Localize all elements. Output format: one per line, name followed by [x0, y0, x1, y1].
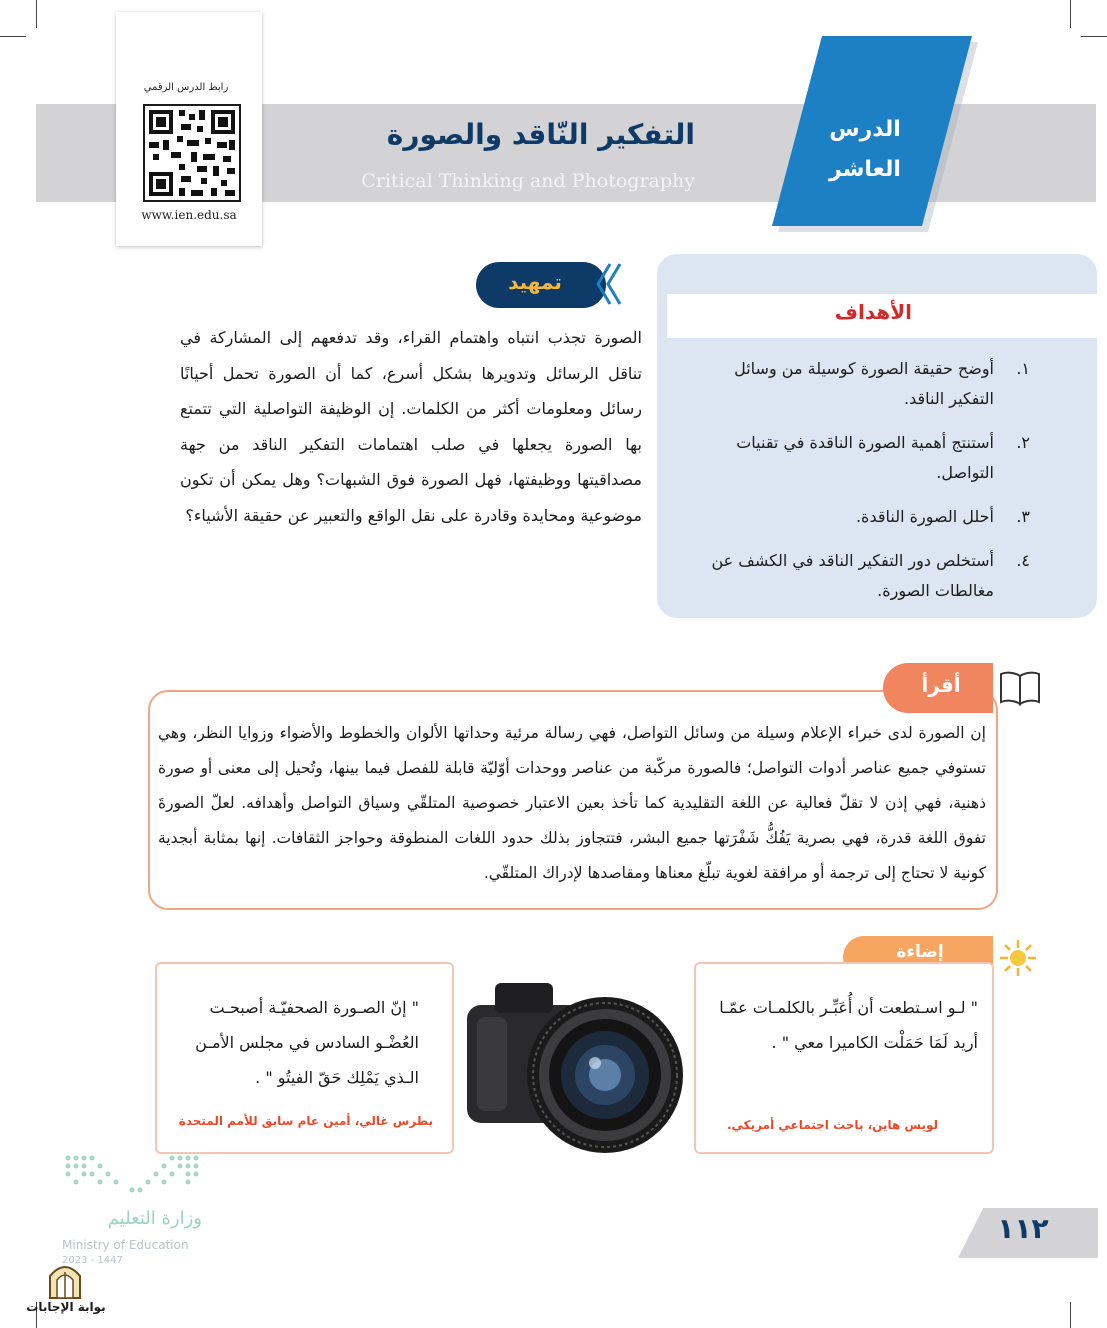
objective-item — [690, 354, 1030, 414]
lesson-label: الدرس العاشر — [829, 117, 901, 182]
gate-logo-icon — [44, 1258, 86, 1300]
quote-text: " لـو اسـتطعت أن أُعَبِّـر بالكلمـات عمّـا أريد لَمَا حَمَلْت الكاميرا معي " . — [719, 998, 978, 1052]
quote-author: بطرس غالي، أمين عام سابق للأمم المتحدة — [178, 1114, 433, 1128]
quote-card-left — [155, 962, 454, 1154]
read-paragraph: إن الصورة لدى خبراء الإعلام وسيلة من وسائل التواصل، فهي رسالة مرئية وحداتها الألوان والخطوط والأضواء وزوايا النظر، وهي تستوفي جميع عناصر أدوات التواصل؛ فالصورة مركّبة من عناصر ووحدات أوّليّة قابلة للفصل فيما بينها، وتُحيل إلى معنى أو صورة ذهنية، فهي إذن لا تقلّ فعالية عن اللغة التقليدية كما تأخذ بعين الاعتبار خصوصية المتلقّي وسياق التواصل وأهدافه. لعلّ الصورةَ تفوق اللغة قدرة، فهي بصرية يَفُكُّ شَفْرَتها جميع البشر، فتتجاوز بذلك حدود اللغات المنطوقة وحواجز الثقافات. إنها بمثابة أبجدية كونية لا تحتاج إلى ترجمة أو مرافقة لغوية تبلّغ معناها ومقاصدها لإدراك المتلقّي. — [158, 724, 986, 882]
crop-mark — [1070, 1302, 1071, 1328]
crop-mark — [1070, 0, 1071, 28]
sun-icon — [998, 938, 1038, 978]
qr-card[interactable] — [116, 12, 262, 246]
objective-number: ٢. — [1016, 433, 1030, 452]
page-subtitle: Critical Thinking and Photography — [361, 170, 695, 192]
quote-author: لويس هاين، باحث اجتماعي أمريكي. — [726, 1118, 938, 1132]
quote-card-right — [694, 962, 994, 1154]
intro-label: تمهيد — [508, 270, 562, 294]
objective-item — [690, 546, 1030, 606]
page-title: التفكير النّاقد والصورة — [386, 118, 695, 151]
objective-item — [690, 502, 1030, 532]
objective-number: ٤. — [1016, 551, 1030, 570]
intro-paragraph: الصورة تجذب انتباه واهتمام القراء، وقد تدفعهم إلى المشاركة في تناقل الرسائل وتدويرها بشكل أسرع، كما أن الصورة تحمل أحيانًا رسائل ومعلومات أكثر من الكلمات. إن الوظيفة التواصلية التي تتمتع بها الصورة يجعلها في صلب اهتمامات التفكير الناقد من جهة مصداقيتها ووظيفتها، فهل الصورة فوق الشبهات؟ وهل يمكن أن تكون موضوعية ومحايدة وقادرة على نقل الواقع والتعبير عن حقيقة الأشياء؟ — [180, 328, 642, 525]
camera-icon — [455, 965, 690, 1160]
page-number: ١١٢ — [997, 1212, 1049, 1245]
crop-mark — [36, 0, 37, 28]
objective-text: أوضح حقيقة الصورة كوسيلة من وسائل التفكير الناقد. — [734, 359, 994, 408]
ministry-year: 2023 - 1447 — [62, 1255, 123, 1266]
chevron-left-icon — [590, 258, 626, 310]
ministry-logo-icon — [62, 1152, 202, 1198]
qr-code-icon[interactable] — [143, 104, 241, 202]
objective-text: أستخلص دور التفكير الناقد في الكشف عن مغالطات الصورة. — [711, 551, 994, 600]
crop-mark — [0, 36, 26, 37]
book-icon — [998, 668, 1042, 708]
objective-number: ١. — [1016, 359, 1030, 378]
ministry-name-ar: وزارة التعليم — [107, 1208, 202, 1229]
quote-text: " إنّ الصـورة الصحفيّـة أصبحـت العُضْـو السادس في مجلس الأمـن الـذي يَمْلِك حَقّ الفيتُو " . — [195, 998, 419, 1087]
objective-item — [690, 428, 1030, 488]
crop-mark — [1081, 36, 1107, 37]
read-label: أقرأ — [921, 673, 961, 697]
objectives-title: الأهداف — [834, 300, 912, 324]
qr-caption: رابط الدرس الرقمي — [143, 82, 229, 93]
gate-label: بوابة الإجابات — [26, 1300, 106, 1314]
objective-text: أحلل الصورة الناقدة. — [855, 507, 994, 526]
qr-url[interactable]: www.ien.edu.sa — [141, 208, 237, 222]
illumination-label: إضاءة — [896, 942, 944, 962]
objective-number: ٣. — [1016, 507, 1030, 526]
ministry-name-en: Ministry of Education — [62, 1238, 189, 1252]
objective-text: أستنتج أهمية الصورة الناقدة في تقنيات التواصل. — [736, 433, 994, 482]
